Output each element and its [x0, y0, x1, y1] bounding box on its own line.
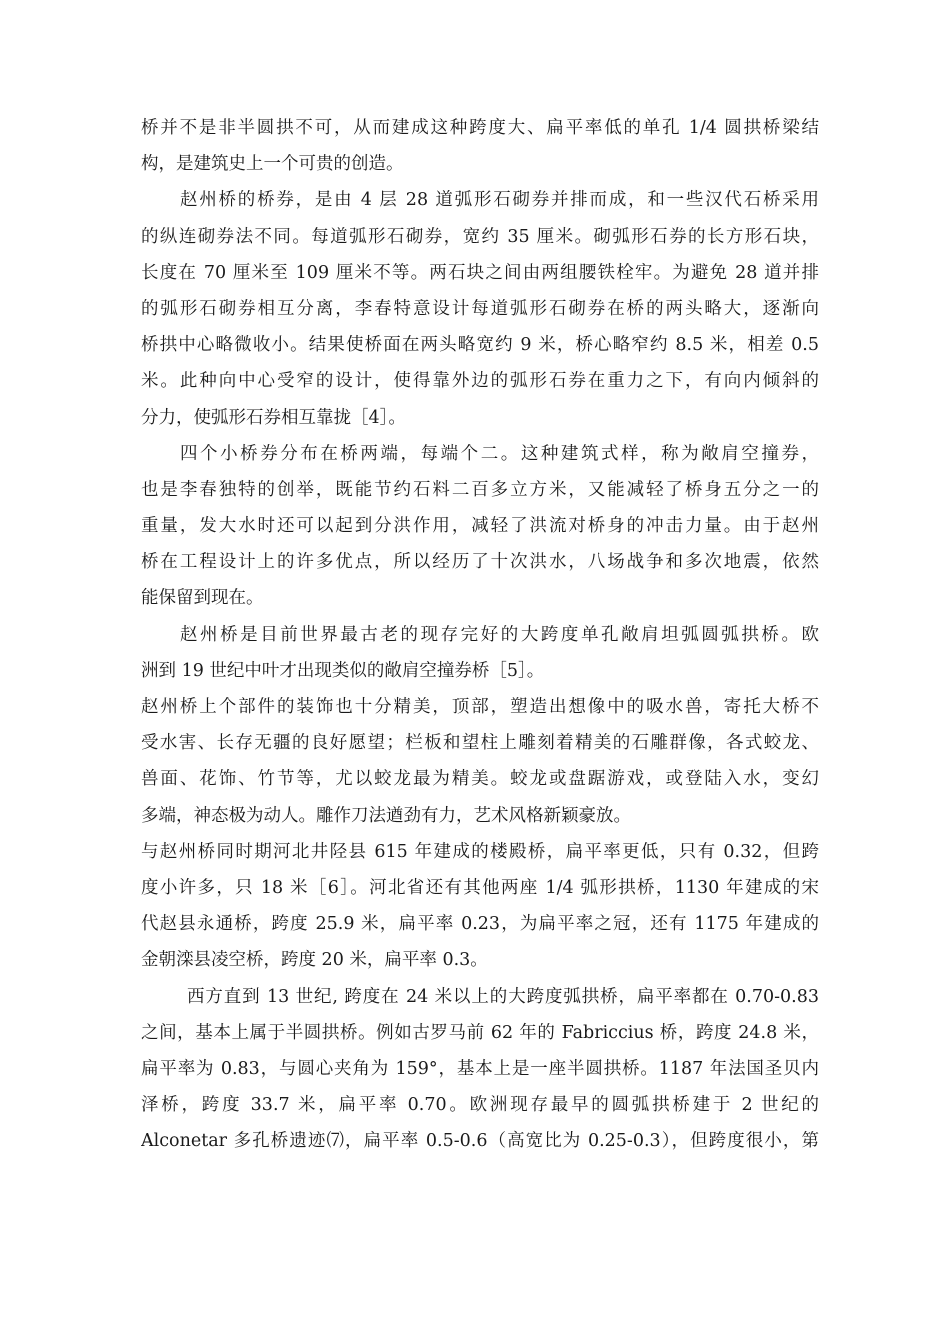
text-line: 西方直到 13 世纪, 跨度在 24 米以上的大跨度弧拱桥，扁平率都在 0.70-0.83	[187, 986, 819, 1007]
text-line: 与赵州桥同时期河北井陉县 615 年建成的楼殿桥，扁平率更低，只有 0.32，但跨	[141, 841, 819, 862]
text-line: 构，是建筑史上一个可贵的创造。	[141, 154, 404, 175]
paragraph-4	[141, 617, 819, 689]
text-line: 也是李春独特的创举，既能节约石料二百多立方米，又能减轻了桥身五分之一的	[141, 479, 819, 500]
text-line: 代赵县永通桥，跨度 25.9 米，扁平率 0.23，为扁平率之冠，还有 1175 年建成的	[141, 914, 819, 935]
paragraph-3	[141, 436, 819, 617]
paragraph-6	[141, 834, 819, 979]
text-line: 的弧形石砌券相互分离，李春特意设计每道弧形石砌券在桥的两头略大，逐渐向	[141, 298, 819, 319]
paragraph-7	[141, 979, 819, 1160]
text-line: 受水害、长存无疆的良好愿望；栏板和望柱上雕刻着精美的石雕群像，各式蛟龙、	[141, 733, 819, 754]
paragraph-1	[141, 110, 819, 182]
text-line: 之间，基本上属于半圆拱桥。例如古罗马前 62 年的 Fabriccius 桥，跨度 24.8 米，	[141, 1022, 819, 1043]
text-line: 长度在 70 厘米至 109 厘米不等。两石块之间由两组腰铁栓牢。为避免 28 道并排	[141, 262, 819, 283]
paragraph-5	[141, 689, 819, 834]
text-line: 扁平率为 0.83，与圆心夹角为 159°，基本上是一座半圆拱桥。1187 年法国圣贝内	[141, 1058, 819, 1079]
text-line: 金朝滦县凌空桥，跨度 20 米，扁平率 0.3。	[141, 950, 488, 971]
text-line: 赵州桥的桥券，是由 4 层 28 道弧形石砌券并排而成，和一些汉代石桥采用	[180, 190, 819, 211]
text-line: 米。此种向中心受窄的设计，使得靠外边的弧形石券在重力之下，有向内倾斜的	[141, 371, 819, 392]
text-line: 能保留到现在。	[141, 588, 264, 609]
text-line: 赵州桥是目前世界最古老的现存完好的大跨度单孔敞肩坦弧圆弧拱桥。欧	[180, 624, 819, 645]
text-line: 重量，发大水时还可以起到分洪作用，减轻了洪流对桥身的冲击力量。由于赵州	[141, 516, 819, 537]
text-line: 度小许多，只 18 米［6］。河北省还有其他两座 1/4 弧形拱桥，1130 年建成的宋	[141, 877, 819, 898]
text-line: 的纵连砌券法不同。每道弧形石砌券，宽约 35 厘米。砌弧形石券的长方形石块，	[141, 226, 819, 247]
text-line: 兽面、花饰、竹节等，尤以蛟龙最为精美。蛟龙或盘踞游戏，或登陆入水，变幻	[141, 769, 819, 790]
text-line: 多端，神态极为动人。雕作刀法遒劲有力，艺术风格新颖豪放。	[141, 805, 631, 826]
text-line: 桥并不是非半圆拱不可，从而建成这种跨度大、扁平率低的单孔 1/4 圆拱桥梁结	[141, 118, 819, 138]
paragraph-2	[141, 182, 819, 435]
text-line: 赵州桥上个部件的装饰也十分精美，顶部，塑造出想像中的吸水兽，寄托大桥不	[141, 697, 819, 717]
text-line: 洲到 19 世纪中叶才出现类似的敞肩空撞券桥［5］。	[141, 660, 545, 681]
text-line: Alconetar 多孔桥遗迹⑺，扁平率 0.5-0.6（高宽比为 0.25-0.3），但跨度很小，第	[141, 1131, 819, 1152]
text-line: 桥在工程设计上的许多优点，所以经历了十次洪水，八场战争和多次地震，依然	[141, 552, 819, 573]
text-line: 四个小桥券分布在桥两端，每端个二。这种建筑式样，称为敞肩空撞券，	[180, 443, 819, 464]
text-line: 泽桥，跨度 33.7 米，扁平率 0.70。欧洲现存最早的圆弧拱桥建于 2 世纪的	[141, 1095, 819, 1116]
document-body	[141, 110, 819, 1159]
text-line: 桥拱中心略微收小。结果使桥面在两头略宽约 9 米，桥心略窄约 8.5 米，相差 0.5	[141, 335, 819, 356]
text-line: 分力，使弧形石券相互靠拢［4］。	[141, 407, 406, 428]
